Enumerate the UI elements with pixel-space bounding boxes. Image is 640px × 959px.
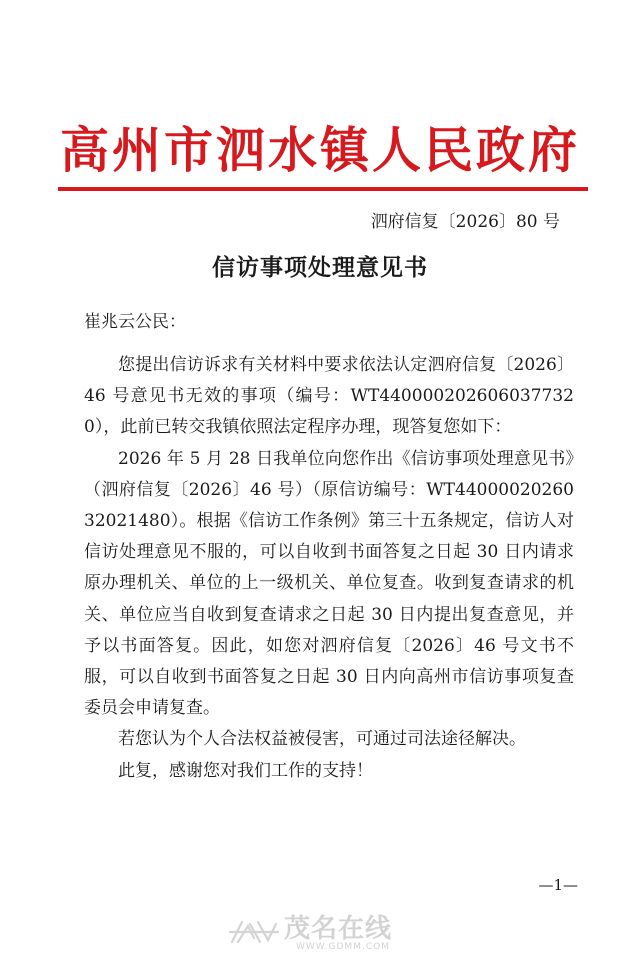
- body-paragraph: 您提出信访诉求有关材料中要求依法认定泗府信复〔2026〕46 号意见书无效的事项（编号：WT4400002026060377320），此前已转交我镇依照法定程序办理，现答复您如下：: [84, 355, 574, 438]
- page-number: —1—: [538, 876, 578, 894]
- org-header-title: 高州市泗水镇人民政府: [59, 121, 580, 179]
- document-number: 泗府信复〔2026〕80 号: [370, 212, 560, 232]
- logo-icon: [228, 916, 282, 946]
- watermark-url: WWW.GDMM.COM: [296, 942, 390, 952]
- red-header-rule: [58, 187, 588, 191]
- watermark-name: 茂名在线: [284, 914, 393, 944]
- body-paragraph: 此复，感谢您对我们工作的支持！: [118, 760, 373, 781]
- body-paragraph: 2026 年 5 月 28 日我单位向您作出《信访事项处理意见书》（泗府信复〔2026〕46 号）（原信访编号：WT4400002026032021480）。根据《信访工作条例》第三十五条规定，信访人对信访处理意见不服的，可以自收到书面答复之日起 30 日内请求原办理机关、单位的上一级机关、单位复查。收到复查请求的机关、单位应当自收到复查请求之日起 30 日内提出复查意见，并予以书面答复。因此，如您对泗府信复〔2026〕46 号文书不服，可以自收到书面答复之日起 30 日内向高州市信访事项复查委员会申请复查。: [84, 448, 574, 719]
- salutation: 崔兆云公民：: [84, 312, 186, 332]
- watermark: [228, 914, 428, 954]
- document-body: [84, 350, 574, 787]
- body-paragraph: 若您认为个人合法权益被侵害，可通过司法途径解决。: [118, 729, 526, 750]
- document-title: 信访事项处理意见书: [212, 254, 428, 281]
